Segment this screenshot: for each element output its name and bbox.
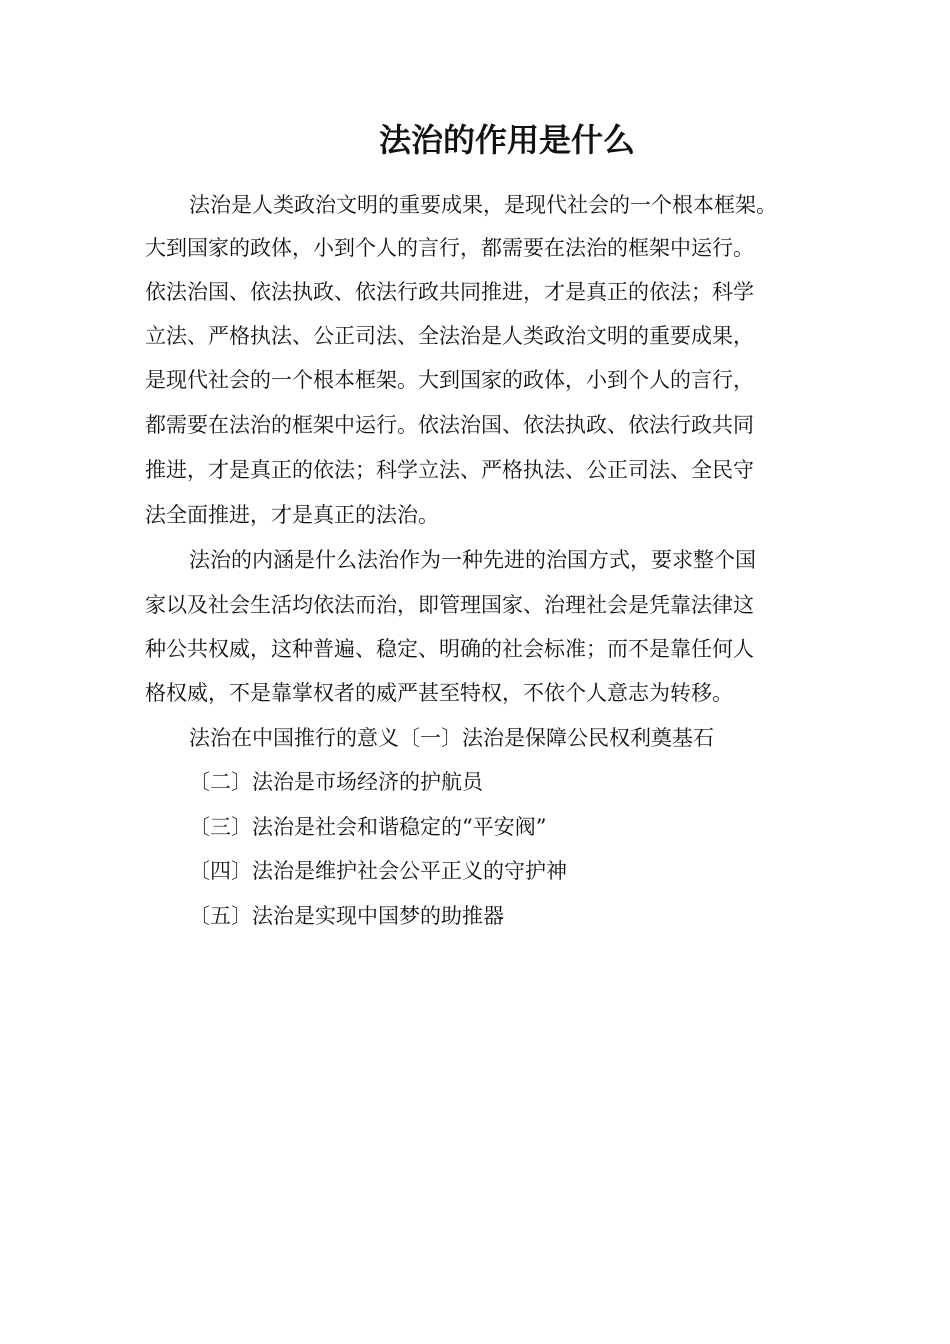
list-item: 〔四〕法治是维护社会公平正义的守护神 bbox=[189, 859, 567, 883]
paragraph-line: 大到国家的政体，小到个人的言行，都需要在法治的框架中运行。 bbox=[145, 236, 754, 260]
paragraph-line: 都需要在法治的框架中运行。依法治国、依法执政、依法行政共同 bbox=[145, 413, 754, 437]
paragraph-line: 格权威，不是靠掌权者的威严甚至特权，不依个人意志为转移。 bbox=[145, 681, 733, 705]
page-title: 法治的作用是什么 bbox=[378, 121, 635, 159]
paragraph-line: 推进，才是真正的依法；科学立法、严格执法、公正司法、全民守 bbox=[145, 458, 754, 482]
paragraph-line: 法全面推进，才是真正的法治。 bbox=[145, 503, 439, 527]
paragraph-line: 种公共权威，这种普遍、稳定、明确的社会标准；而不是靠任何人 bbox=[145, 637, 754, 661]
paragraph-line: 是现代社会的一个根本框架。大到国家的政体，小到个人的言行， bbox=[145, 368, 754, 392]
paragraph-line: 依法治国、依法执政、依法行政共同推进，才是真正的依法；科学 bbox=[145, 280, 754, 304]
paragraph-line: 法治是人类政治文明的重要成果，是现代社会的一个根本框架。 bbox=[189, 193, 777, 217]
list-item: 〔五〕法治是实现中国梦的助推器 bbox=[189, 904, 504, 928]
paragraph-line: 家以及社会生活均依法而治，即管理国家、治理社会是凭靠法律这 bbox=[145, 593, 754, 617]
list-item: 〔二〕法治是市场经济的护航员 bbox=[189, 770, 483, 794]
paragraph-line: 法治的内涵是什么法治作为一种先进的治国方式，要求整个国 bbox=[189, 548, 756, 572]
list-item: 〔三〕法治是社会和谐稳定的“平安阀” bbox=[189, 815, 547, 839]
paragraph-line: 立法、严格执法、公正司法、全法治是人类政治文明的重要成果， bbox=[145, 324, 754, 348]
paragraph-line: 法治在中国推行的意义〔一〕法治是保障公民权利奠基石 bbox=[189, 726, 714, 750]
